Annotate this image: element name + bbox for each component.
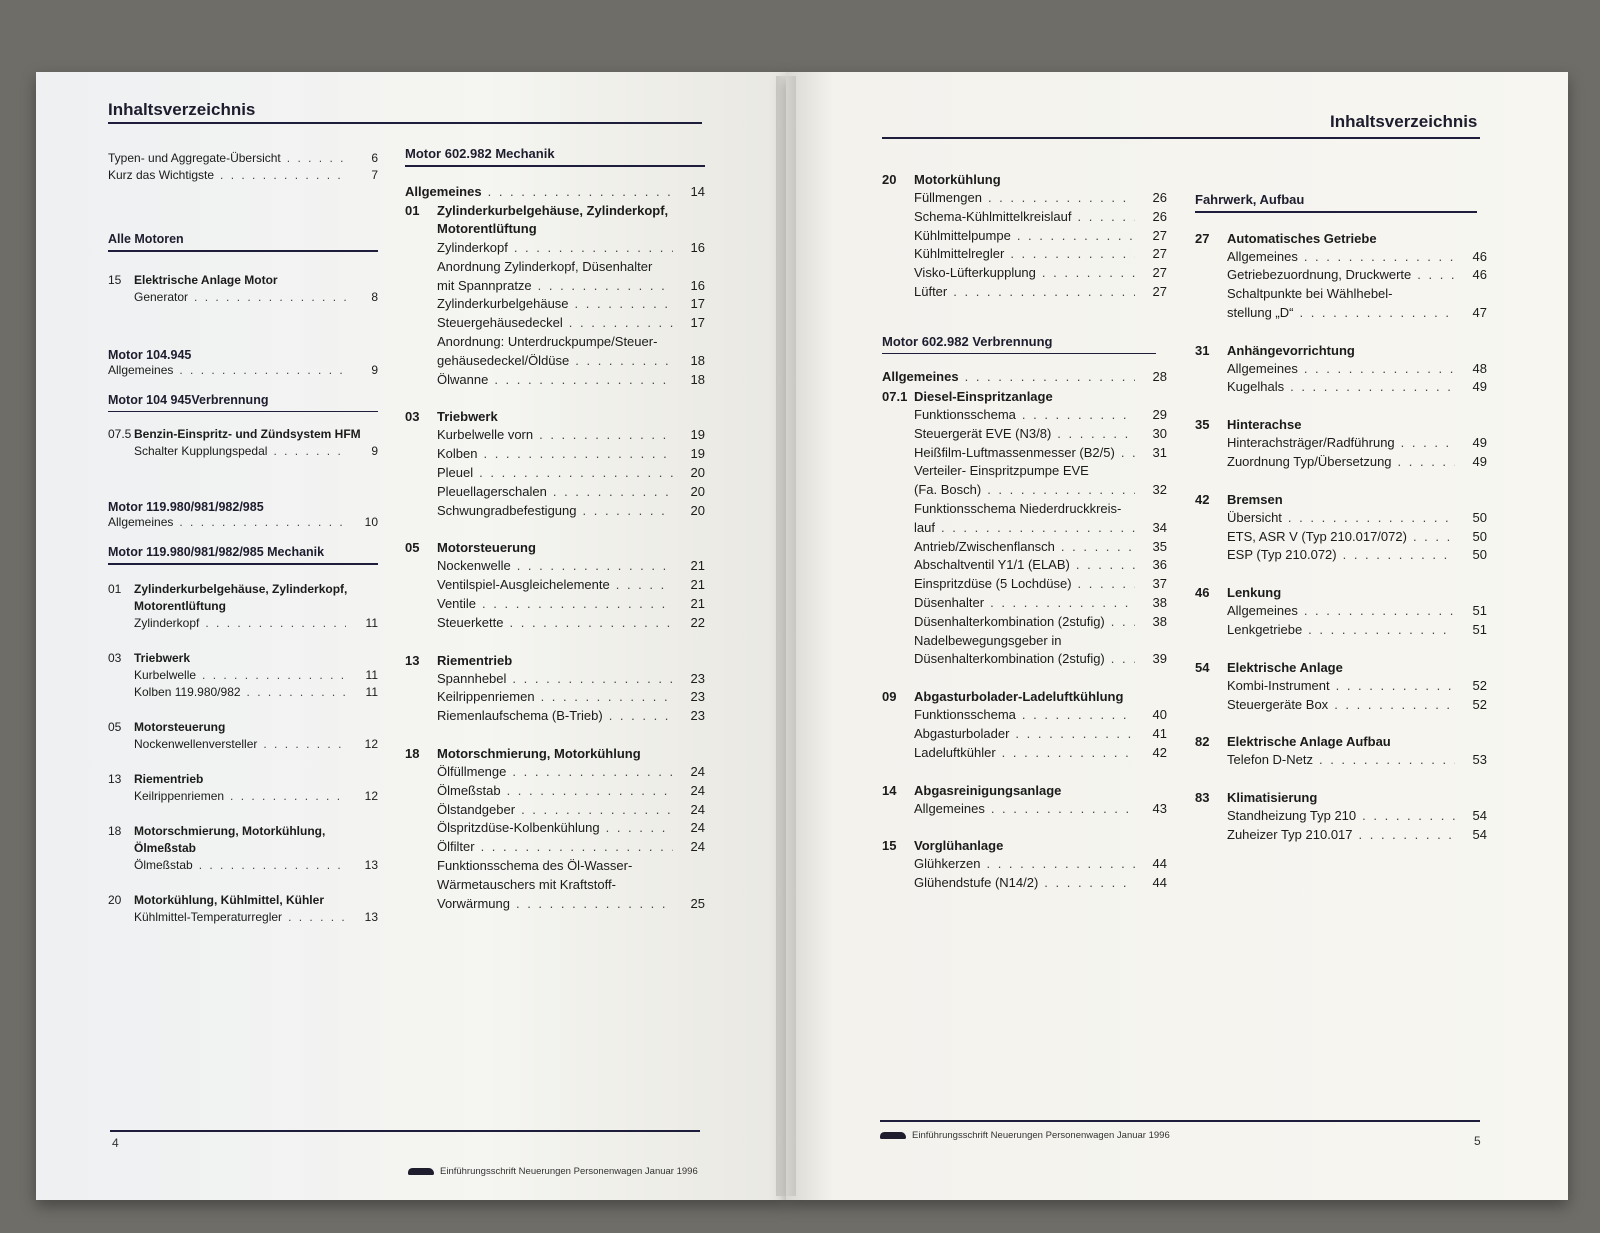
- chapter-heading: 82 Elektrische Anlage Aufbau: [1195, 734, 1391, 750]
- toc-entry[interactable]: Spannhebel . . . 23: [405, 670, 705, 689]
- toc-entry[interactable]: Hinterachsträger/Radführung . . . 49: [1195, 434, 1487, 453]
- toc-entry-line: Wärmetauschers mit Kraftstoff-: [437, 876, 616, 892]
- toc-entry[interactable]: gehäusedeckel/Öldüse . . . 18: [405, 352, 705, 371]
- section-header: Motor 119.980/981/982/985 Mechanik: [108, 545, 378, 565]
- toc-entry[interactable]: (Fa. Bosch) . . . 32: [882, 481, 1167, 500]
- toc-entry[interactable]: Ölmeßstab . . . 13: [108, 857, 378, 874]
- toc-entry[interactable]: Ölwanne . . . 18: [405, 371, 705, 390]
- toc-entry[interactable]: Glühkerzen . . . 44: [882, 855, 1167, 874]
- title-rule: [882, 137, 1480, 139]
- toc-entry[interactable]: Getriebezuordnung, Druckwerte . . . 46: [1195, 266, 1487, 285]
- toc-entry[interactable]: Ölfilter . . . 24: [405, 838, 705, 857]
- toc-entry[interactable]: Nockenwellenversteller . . . 12: [108, 736, 378, 753]
- toc-entry-line: Anordnung: Unterdruckpumpe/Steuer-: [437, 334, 658, 350]
- toc-entry-line: Funktionsschema Niederdruckkreis-: [914, 501, 1122, 517]
- page-title: Inhaltsverzeichnis: [108, 100, 256, 119]
- toc-entry[interactable]: Ladeluftkühler . . . 42: [882, 744, 1167, 763]
- toc-entry[interactable]: Standheizung Typ 210 . . . 54: [1195, 807, 1487, 826]
- chapter-heading: 20 Motorkühlung: [882, 172, 1001, 187]
- toc-entry[interactable]: Ventile . . . 21: [405, 595, 705, 614]
- toc-entry[interactable]: Nockenwelle . . . 21: [405, 557, 705, 576]
- toc-entry[interactable]: Visko-Lüfterkupplung . . . 27: [882, 264, 1167, 283]
- chapter-heading: 05 Motorsteuerung: [108, 719, 226, 734]
- toc-entry[interactable]: Zylinderkopf . . . 16: [405, 239, 705, 258]
- toc-entry[interactable]: Übersicht . . . 50: [1195, 509, 1487, 528]
- toc-entry[interactable]: Kühlmittelpumpe . . . 27: [882, 227, 1167, 246]
- right-col2: [1195, 192, 1487, 845]
- toc-entry[interactable]: lauf . . . 34: [882, 519, 1167, 538]
- chapter-heading: 27 Automatisches Getriebe: [1195, 230, 1377, 246]
- toc-entry[interactable]: Zylinderkurbelgehäuse . . . 17: [405, 295, 705, 314]
- chapter-heading: 42 Bremsen: [1195, 491, 1283, 507]
- toc-entry[interactable]: Allgemeines . . . 10: [108, 514, 378, 531]
- footer-rule: [110, 1130, 700, 1132]
- section-header: Motor 602.982 Verbrennung: [882, 334, 1156, 355]
- page-number: 5: [1474, 1134, 1481, 1148]
- toc-entry[interactable]: Lenkgetriebe . . . 51: [1195, 621, 1487, 640]
- chapter-heading: 09 Abgasturbolader-Ladeluftkühlung: [882, 689, 1124, 705]
- toc-entry[interactable]: Steuergeräte Box . . . 52: [1195, 696, 1487, 715]
- section-label: Motor 104.945: [108, 347, 192, 362]
- toc-entry[interactable]: Ölmeßstab . . . 24: [405, 782, 705, 801]
- toc-entry[interactable]: Keilrippenriemen . . . 12: [108, 788, 378, 805]
- chapter-heading: 15 Elektrische Anlage Motor: [108, 272, 278, 287]
- toc-entry[interactable]: Einspritzdüse (5 Lochdüse) . . . 37: [882, 575, 1167, 594]
- chapter-heading: 46 Lenkung: [1195, 585, 1282, 601]
- toc-entry[interactable]: Funktionsschema . . . 29: [882, 406, 1167, 425]
- section-header: Alle Motoren: [108, 232, 378, 252]
- toc-entry[interactable]: Kolben 119.980/982 . . . 11: [108, 684, 378, 701]
- book-spine: [776, 76, 796, 1196]
- toc-entry[interactable]: Kurbelwelle . . . 11: [108, 667, 378, 684]
- chapter-heading: 18 Motorschmierung, Motorkühlung: [405, 746, 641, 762]
- toc-entry[interactable]: Glühendstufe (N14/2) . . . 44: [882, 874, 1167, 893]
- toc-entry[interactable]: Kurz das Wichtigste . . . 7: [108, 167, 378, 184]
- chapter-heading: 01 Zylinderkurbelgehäuse, Zylinderkopf,: [108, 581, 348, 596]
- toc-entry[interactable]: Zuheizer Typ 210.017 . . . 54: [1195, 826, 1487, 845]
- toc-entry[interactable]: Antrieb/Zwischenflansch . . . 35: [882, 538, 1167, 557]
- toc-entry[interactable]: Keilrippenriemen . . . 23: [405, 688, 705, 707]
- toc-entry[interactable]: ESP (Typ 210.072) . . . 50: [1195, 546, 1487, 565]
- toc-entry[interactable]: Zuordnung Typ/Übersetzung . . . 49: [1195, 453, 1487, 472]
- chapter-heading: 35 Hinterachse: [1195, 417, 1302, 433]
- toc-entry[interactable]: Funktionsschema . . . 40: [882, 706, 1167, 725]
- toc-entry[interactable]: Allgemeines . . . 51: [1195, 602, 1487, 621]
- footer: Einführungsschrift Neuerungen Personenwagen Januar 1996: [408, 1166, 698, 1177]
- toc-entry-line: Verteiler- Einspritzpumpe EVE: [914, 463, 1089, 479]
- toc-entry[interactable]: Füllmengen . . . 26: [882, 189, 1167, 208]
- toc-entry[interactable]: Telefon D-Netz . . . 53: [1195, 751, 1487, 770]
- toc-entry[interactable]: Kühlmittel-Temperaturregler . . . 13: [108, 909, 378, 926]
- toc-entry[interactable]: Riemenlaufschema (B-Trieb) . . . 23: [405, 707, 705, 726]
- section-header: Motor 104 945Verbrennung: [108, 393, 378, 413]
- toc-entry[interactable]: Schema-Kühlmittelkreislauf . . . 26: [882, 208, 1167, 227]
- chapter-heading: 07.1 Diesel-Einspritzanlage: [882, 389, 1053, 405]
- toc-entry[interactable]: Steuergehäusedeckel . . . 17: [405, 314, 705, 333]
- toc-entry[interactable]: Allgemeines . . . 9: [108, 362, 378, 379]
- toc-entry[interactable]: Steuerkette . . . 22: [405, 614, 705, 633]
- chapter-heading: 20 Motorkühlung, Kühlmittel, Kühler: [108, 892, 324, 907]
- toc-entry[interactable]: Typen- und Aggregate-Übersicht . . . 6: [108, 150, 378, 167]
- toc-entry[interactable]: Ventilspiel-Ausgleichelemente . . . 21: [405, 576, 705, 595]
- chapter-heading-cont: Motorentlüftung: [134, 598, 226, 613]
- toc-entry[interactable]: Generator . . . 8: [108, 289, 378, 306]
- toc-entry[interactable]: Steuergerät EVE (N3/8) . . . 30: [882, 425, 1167, 444]
- toc-entry[interactable]: Allgemeines . . . 14: [405, 183, 705, 202]
- chapter-heading: 13 Riementrieb: [108, 771, 204, 786]
- toc-entry[interactable]: Vorwärmung . . . 25: [405, 895, 705, 914]
- chapter-heading: 05 Motorsteuerung: [405, 540, 536, 556]
- title-rule: [108, 122, 702, 124]
- toc-entry[interactable]: Düsenhalterkombination (2stufig) . . . 38: [882, 613, 1167, 632]
- toc-entry[interactable]: Ölstandgeber . . . 24: [405, 801, 705, 820]
- toc-entry-line: Nadelbewegungsgeber in: [914, 632, 1062, 648]
- chapter-heading: 13 Riementrieb: [405, 652, 513, 668]
- toc-entry[interactable]: Ölspritzdüse-Kolbenkühlung . . . 24: [405, 819, 705, 838]
- toc-entry[interactable]: Abgasturbolader . . . 41: [882, 725, 1167, 744]
- toc-entry-line: Funktionsschema des Öl-Wasser-: [437, 858, 633, 874]
- page-number: 4: [112, 1136, 119, 1150]
- section-label: Motor 119.980/981/982/985: [108, 500, 264, 514]
- toc-entry[interactable]: Allgemeines . . . 43: [882, 800, 1167, 819]
- toc-entry[interactable]: Kurbelwelle vorn . . . 19: [405, 426, 705, 445]
- right-col1: [882, 158, 1167, 893]
- section-header: Motor 602.982 Mechanik: [405, 146, 705, 167]
- toc-entry[interactable]: Ölfüllmenge . . . 24: [405, 763, 705, 782]
- footer-rule: [880, 1120, 1480, 1122]
- chapter-heading: 31 Anhängevorrichtung: [1195, 342, 1355, 358]
- chapter-heading: 14 Abgasreinigungsanlage: [882, 782, 1062, 798]
- chapter-heading: 18 Motorschmierung, Motorkühlung,: [108, 823, 326, 838]
- toc-entry[interactable]: Pleuel . . . 20: [405, 464, 705, 483]
- chapter-heading: 03 Triebwerk: [108, 650, 191, 665]
- toc-entry-line: Schaltpunkte bei Wählhebel-: [1227, 286, 1393, 302]
- toc-entry[interactable]: Zylinderkopf . . . 11: [108, 615, 378, 632]
- chapter-heading: 03 Triebwerk: [405, 409, 498, 425]
- toc-entry[interactable]: Allgemeines . . . 48: [1195, 360, 1487, 379]
- toc-entry[interactable]: Allgemeines . . . 46: [1195, 248, 1487, 267]
- toc-entry-line: Anordnung Zylinderkopf, Düsenhalter: [437, 258, 653, 274]
- footer: Einführungsschrift Neuerungen Personenwagen Januar 1996: [880, 1130, 1170, 1141]
- left-col2: [405, 146, 705, 913]
- toc-entry[interactable]: ETS, ASR V (Typ 210.017/072) . . . 50: [1195, 528, 1487, 547]
- page-title: Inhaltsverzeichnis: [1330, 112, 1478, 131]
- chapter-heading: 54 Elektrische Anlage: [1195, 659, 1343, 675]
- toc-entry[interactable]: Allgemeines . . . 28: [882, 368, 1167, 387]
- chapter-heading: 83 Klimatisierung: [1195, 790, 1318, 806]
- chapter-heading: 01 Zylinderkurbelgehäuse, Zylinderkopf,: [405, 203, 669, 219]
- toc-entry[interactable]: Kombi-Instrument . . . 52: [1195, 677, 1487, 696]
- toc-entry[interactable]: Schwungradbefestigung . . . 20: [405, 502, 705, 521]
- left-col1: [108, 150, 378, 926]
- toc-entry[interactable]: Kugelhals . . . 49: [1195, 378, 1487, 397]
- toc-entry[interactable]: Schalter Kupplungspedal . . . 9: [108, 443, 378, 460]
- chapter-heading: 15 Vorglühanlage: [882, 838, 1004, 854]
- toc-entry[interactable]: Lüfter . . . 27: [882, 283, 1167, 302]
- toc-entry[interactable]: Düsenhalter . . . 38: [882, 594, 1167, 613]
- toc-entry[interactable]: Abschaltventil Y1/1 (ELAB) . . . 36: [882, 556, 1167, 575]
- car-icon: [408, 1168, 434, 1175]
- car-icon: [880, 1132, 906, 1139]
- toc-entry[interactable]: Kolben . . . 19: [405, 445, 705, 464]
- toc-entry[interactable]: Heißfilm-Luftmassenmesser (B2/5) . . . 31: [882, 444, 1167, 463]
- toc-entry[interactable]: mit Spannpratze . . . 16: [405, 277, 705, 296]
- section-header: Fahrwerk, Aufbau: [1195, 192, 1477, 213]
- toc-entry[interactable]: Düsenhalterkombination (2stufig) . . . 39: [882, 650, 1167, 669]
- toc-entry[interactable]: stellung „D“ . . . 47: [1195, 304, 1487, 323]
- toc-entry[interactable]: Kühlmittelregler . . . 27: [882, 245, 1167, 264]
- chapter-heading-cont: Motorentlüftung: [437, 221, 537, 237]
- toc-entry[interactable]: Pleuellagerschalen . . . 20: [405, 483, 705, 502]
- chapter-heading-cont: Ölmeßstab: [134, 840, 197, 855]
- chapter-heading: 07.5 Benzin-Einspritz- und Zündsystem HFM: [108, 427, 361, 441]
